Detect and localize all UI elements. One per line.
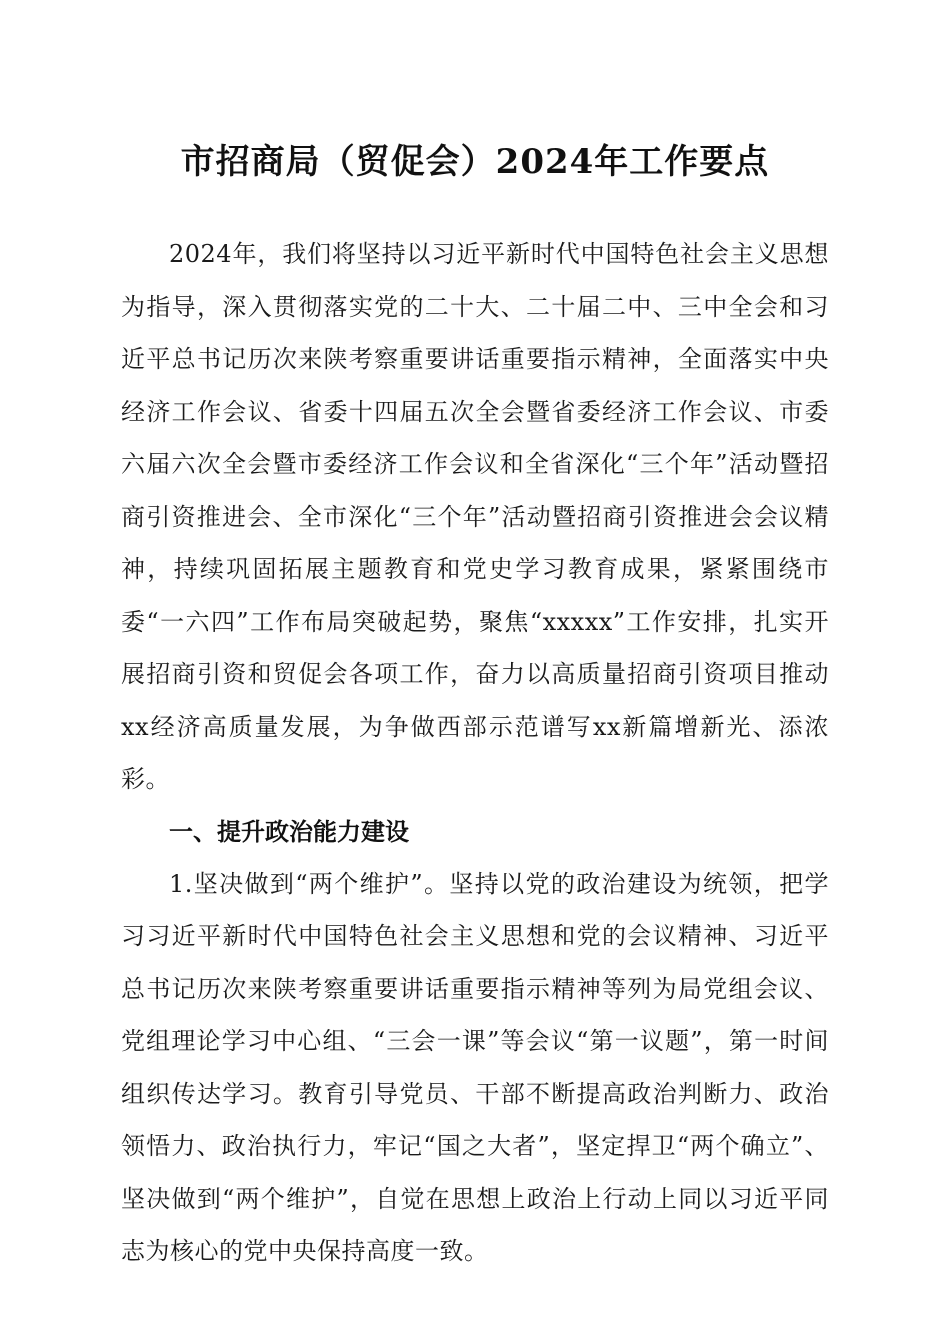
section-heading: 一、提升政治能力建设 (169, 817, 409, 846)
document-body (121, 228, 829, 1278)
section-item-paragraph: 1.坚决做到“两个维护”。坚持以党的政治建设为统领，把学习习近平新时代中国特色社会主义思想和党的会议精神、习近平总书记历次来陕考察重要讲话重要指示精神等列为局党组会议、党组理论学习中心组、“三会一课”等会议“第一议题”，第一时间组织传达学习。教育引导党员、干部不断提高政治判断力、政治领悟力、政治执行力，牢记“国之大者”，坚定捍卫“两个确立”、坚决做到“两个维护”，自觉在思想上政治上行动上同以习近平同志为核心的党中央保持高度一致。 (121, 869, 829, 1265)
document-title: 市招商局（贸促会）2024年工作要点 (180, 142, 770, 182)
intro-paragraph: 2024年，我们将坚持以习近平新时代中国特色社会主义思想为指导，深入贯彻落实党的二十大、二十届二中、三中全会和习近平总书记历次来陕考察重要讲话重要指示精神，全面落实中央经济工作会议、省委十四届五次全会暨省委经济工作会议、市委六届六次全会暨市委经济工作会议和全省深化“三个年”活动暨招商引资推进会、全市深化“三个年”活动暨招商引资推进会会议精神，持续巩固拓展主题教育和党史学习教育成果，紧紧围绕市委“一六四”工作布局突破起势，聚焦“xxxxx”工作安排，扎实开展招商引资和贸促会各项工作，奋力以高质量招商引资项目推动xx经济高质量发展，为争做西部示范谱写xx新篇增新光、添浓彩。 (121, 240, 829, 793)
